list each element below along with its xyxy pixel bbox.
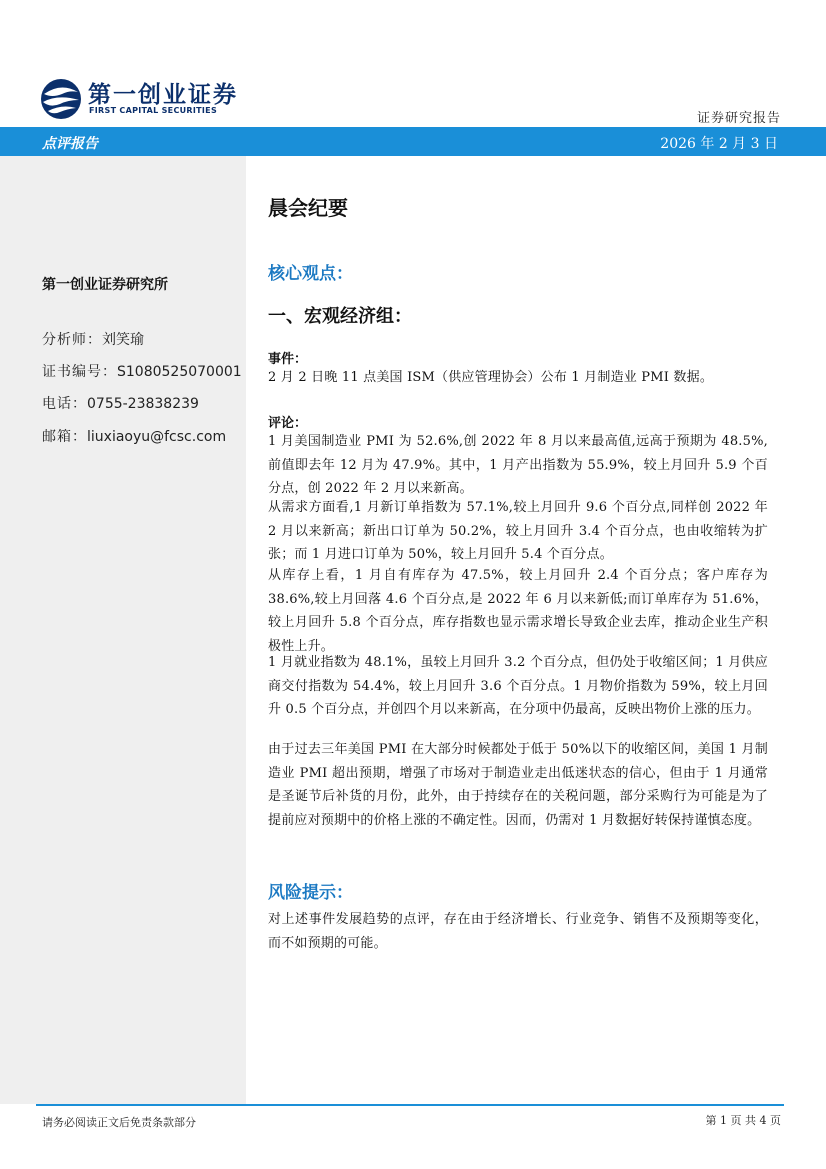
comment-paragraph: 1 月就业指数为 48.1%，虽较上月回升 3.2 个百分点，但仍处于收缩区间；1 月供应商交付指数为 54.4%，较上月回升 3.6 个百分点。1 月物价指数为 59%，较上月回升 0.5 个百分点，并创四个月以来新高，在分项中仍最高，反映出物价上涨的压力。: [268, 655, 768, 717]
document-title: 晨会纪要: [268, 196, 348, 220]
comment-paragraph: 从需求方面看,1 月新订单指数为 57.1%,较上月回升 9.6 个百分点,同样创 2022 年 2 月以来新高；新出口订单为 50.2%，较上月回升 3.4 个百分点，也由收缩转为扩张；而 1 月进口订单为 50%，较上月回升 5.4 个百分点。: [268, 500, 768, 562]
event-text: 2 月 2 日晚 11 点美国 ISM（供应管理协会）公布 1 月制造业 PMI 数据。: [268, 370, 714, 385]
cert-value: S1080525070001: [117, 364, 242, 380]
phone-label: 电话：: [42, 396, 87, 412]
cert-line: [42, 361, 242, 381]
report-category: 证券研究报告: [696, 111, 781, 126]
analyst-line: [42, 329, 144, 349]
section-heading: 一、宏观经济组：: [268, 306, 412, 327]
email-value[interactable]: liuxiaoyu@fcsc.com: [87, 429, 227, 445]
analyst-sidebar: [0, 156, 246, 1104]
footer-divider: [36, 1104, 784, 1106]
analyst-label: 分析师：: [42, 332, 102, 348]
phone-value: 0755-23838239: [87, 396, 199, 412]
comment-paragraph: 从库存上看，1 月自有库存为 47.5%，较上月回升 2.4 个百分点；客户库存为 38.6%,较上月回落 4.6 个百分点,是 2022 年 6 月以来新低;而订单库存为 51.6%，较上月回升 5.8 个百分点，库存指数也显示需求增长导致企业去库，推动企业生产积极性上升。: [268, 568, 768, 654]
company-logo: [40, 76, 240, 122]
cert-label: 证书编号：: [42, 364, 117, 380]
footer-disclaimer: 请务必阅读正文后免责条款部分: [42, 1116, 196, 1129]
institute-name: 第一创业证券研究所: [42, 277, 168, 293]
logo-chinese-name: 第一创业证券: [88, 82, 238, 108]
report-date: 2026 年 2 月 3 日: [660, 136, 778, 152]
report-type-label: 点评报告: [42, 136, 98, 152]
phone-line: [42, 393, 199, 413]
event-label: 事件：: [268, 352, 308, 367]
risk-text: 对上述事件发展趋势的点评，存在由于经济增长、行业竞争、销售不及预期等变化，而不如预期的可能。: [268, 912, 768, 951]
risk-heading: 风险提示：: [268, 883, 353, 903]
core-views-heading: 核心观点：: [268, 264, 353, 284]
logo-english-name: FIRST CAPITAL SECURITIES: [89, 106, 218, 115]
email-label: 邮箱：: [42, 429, 87, 445]
globe-logo-icon: [40, 78, 82, 120]
comment-label: 评论：: [268, 416, 308, 431]
analyst-name: 刘笑瑜: [102, 332, 144, 348]
header-band: [0, 127, 826, 156]
comment-paragraph: 由于过去三年美国 PMI 在大部分时候都处于低于 50%以下的收缩区间，美国 1 月制造业 PMI 超出预期，增强了市场对于制造业走出低迷状态的信心，但由于 1 月通常是圣诞节后补货的月份，此外，由于持续存在的关税问题，部分采购行为可能是为了提前应对预期中的价格上涨的不确定性。因而，仍需对 1 月数据好转保持谨慎态度。: [268, 742, 768, 828]
page-number: 第 1 页 共 4 页: [705, 1114, 781, 1127]
comment-paragraph: 1 月美国制造业 PMI 为 52.6%,创 2022 年 8 月以来最高值,远高于预期为 48.5%,前值即去年 12 月为 47.9%。其中，1 月产出指数为 55.9%，较上月回升 5.9 个百分点，创 2022 年 2 月以来新高。: [268, 434, 768, 496]
email-line: [42, 426, 226, 446]
